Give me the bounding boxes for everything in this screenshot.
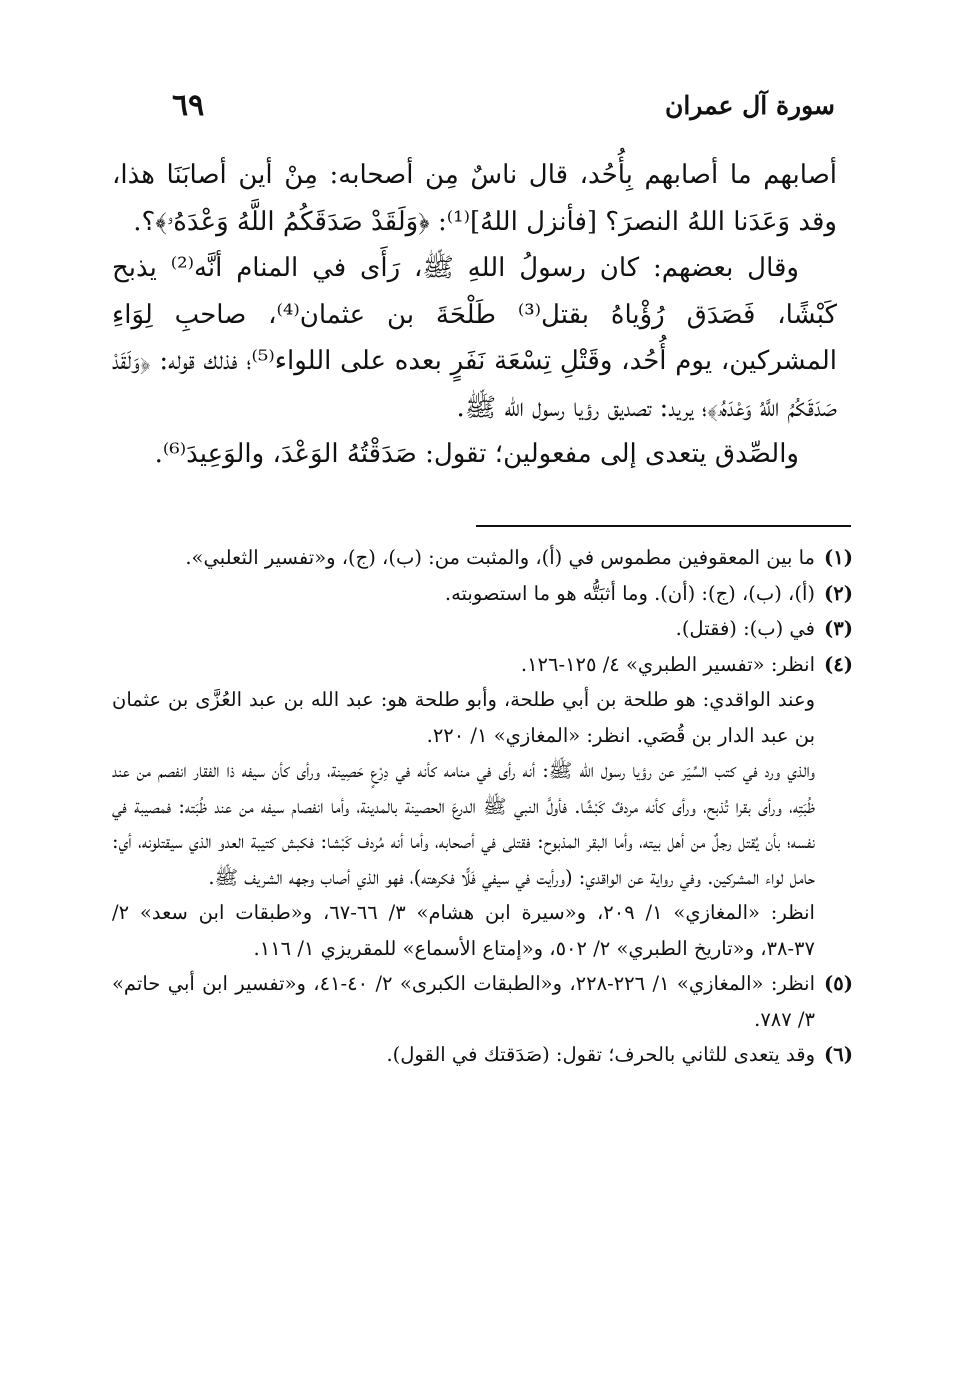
footnote-text: انظر: «المغازي» ١/ ٢٢٦-٢٢٨، و«الطبقات الكبرى» ٢/ ٤٠-٤١، و«تفسير ابن أبي حاتم» ٣/ ٧٨٧. — [112, 972, 815, 1031]
footnote-number: (٦) — [824, 1043, 853, 1066]
main-paragraph-3: والصِّدق يتعدى إلى مفعولين؛ تقول: صَدَقْتُهُ الوَعْدَ، والوَعِيدَ⁽⁶⁾. — [154, 439, 799, 469]
footnote-text: وقد يتعدى للثاني بالحرف؛ تقول: (صَدَقتك في القول). — [386, 1043, 815, 1066]
footnote-number: (١) — [824, 546, 853, 569]
main-paragraph-1: أصابهم ما أصابهم بِأُحُد، قال ناسٌ مِن أصحابه: مِنْ أين أصابَنَا هذا، وقد وَعَدَنا اللهُ النصرَ؟ [فأنزل اللهُ]⁽¹⁾: ﴿وَلَقَدْ صَدَقَكُمُ اللَّهُ وَعْدَهُۥ﴾؟. — [112, 160, 837, 237]
footnote-number: (٥) — [824, 972, 853, 995]
footnote-text: والذي ورد في كتب السِّيَر عن رؤيا رسول الله ﷺ: أنه رأى في منامه كأنه في دِرْعٍ حَصِينة، ورأى كأن سيفه ذا الفقار انفصم من عند ظُبَتِه، ورأى بقرا تُذبح، ورأى كأنه مردفٌ كَبْشًا. فأولَّ النبي ﷺ الدرعَ الحصينة بالمدينة، وأما انفصام سيفه من عند ظُبَته: فمصيبة في نفسه؛ بأن يُقتل رجلٌ من أهل بيته، وأما البقر المذبوح: فقتلى في أصحابه، وأما أنه مُردف كَبْشا: فكبش كتيبة العدو الذي سيقتلونه، أي: حامل لواء المشركين. وفي رواية عن الواقدي: (ورأيت في سيفي فَلًّا فكرهته)، فهو الذي أصاب وجهه الشريف ﷺ. — [112, 759, 815, 889]
footnote-text: وعند الواقدي: هو طلحة بن أبي طلحة، وأبو طلحة هو: عبد الله بن عبد العُزَّى بن عثمان بن عبد الدار بن قُصَي. انظر: «المغازي» ١/ ٢٢٠. — [112, 688, 815, 747]
page-number: ٦٩ — [172, 87, 205, 123]
footnote-number: (٢) — [824, 581, 853, 605]
surah-title: سورة آل عمران — [664, 90, 835, 120]
footnote-text: (أ)، (ب)، (ج): (أن). وما أثبَتُّه هو ما استصوبته. — [444, 581, 815, 605]
footnote-2 — [112, 576, 853, 612]
footnote-text: انظر: «تفسير الطبري» ٤/ ١٢٥-١٢٦. — [520, 652, 815, 676]
footnote-number: (٣) — [824, 617, 853, 640]
footnote-number: (٤) — [824, 652, 853, 676]
page-header — [172, 80, 835, 130]
footnote-6 — [112, 1037, 853, 1073]
footnote-3 — [112, 611, 853, 647]
footnote-1 — [112, 540, 853, 576]
footnote-divider — [476, 525, 851, 527]
footnote-text: انظر: «المغازي» ١/ ٢٠٩، و«سيرة ابن هشام» ٣/ ٦٦-٦٧، و«طبقات ابن سعد» ٢/ ٣٧-٣٨، و«تاريخ الطبري» ٢/ ٥٠٢، و«إمتاع الأسماع» للمقريزي ١/ ١١٦. — [112, 901, 815, 960]
footnote-4 — [112, 647, 853, 967]
footnotes — [112, 540, 853, 1073]
main-paragraph-2: وقال بعضهم: كان رسولُ اللهِ ﷺ، رَأَى في المنام أنَّه⁽²⁾ يذبح كَبْشًا، فَصَدَق رُؤْياهُ بقتل⁽³⁾ طَلْحَةَ بن عثمان⁽⁴⁾، صاحبِ لِوَاءِ المشركين، يوم أُحُد، وقَتْلِ تِسْعَة نَفَرٍ بعده على اللواء⁽⁵⁾؛ فذلك قوله: ﴿وَلَقَدْ صَدَقَكُمُ اللَّهُ وَعْدَهُۥ﴾؛ يريد: تصديق رؤيا رسول الله ﷺ. — [112, 253, 837, 423]
main-text — [112, 152, 837, 478]
footnote-5 — [112, 966, 853, 1037]
footnote-text: في (ب): (فقتل). — [675, 617, 815, 640]
footnote-text: ما بين المعقوفين مطموس في (أ)، والمثبت من: (ب)، (ج)، و«تفسير الثعلبي». — [185, 546, 815, 569]
